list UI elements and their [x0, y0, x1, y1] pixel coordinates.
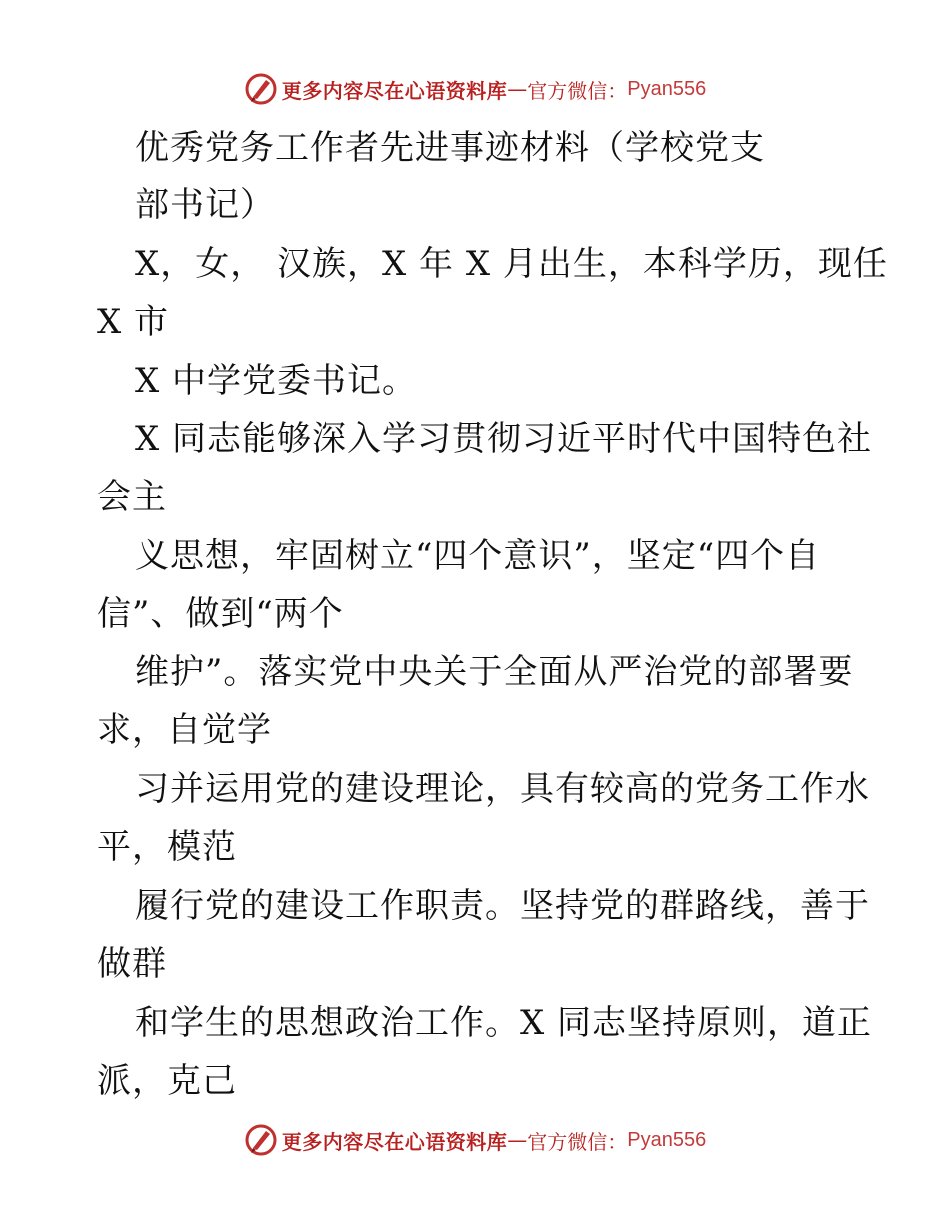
doc-line: 习并运用党的建设理论，具有较高的党务工作水	[135, 769, 870, 809]
banner-wechat-id: Pyan556	[627, 1128, 707, 1151]
banner-official-label: 官方微信：	[527, 1129, 628, 1154]
doc-line: 义思想，牢固树立“四个意识”，坚定“四个自	[135, 536, 821, 576]
doc-line: 平，模范	[97, 827, 237, 867]
banner-official-label: 官方微信：	[527, 78, 628, 103]
doc-line: 维护”。落实党中央关于全面从严治党的部署要	[135, 652, 854, 692]
banner-main-text: 更多内容尽在心语资料库	[281, 78, 508, 103]
footer-banner	[0, 1120, 950, 1160]
banner-dash: —	[507, 77, 528, 101]
doc-title-line-2: 部书记）	[135, 185, 275, 225]
doc-line: X 市	[97, 302, 170, 342]
doc-line: X 同志能够深入学习贯彻习近平时代中国特色社	[135, 419, 873, 459]
doc-line: 求，自觉学	[97, 710, 272, 750]
doc-line: 会主	[97, 477, 167, 517]
doc-line: 履行党的建设工作职责。坚持党的群路线，善于	[135, 886, 870, 926]
banner-main-text: 更多内容尽在心语资料库	[281, 1129, 508, 1154]
doc-line: X 中学党委书记。	[135, 361, 418, 401]
doc-line: 和学生的思想政治工作。X 同志坚持原则，道正	[135, 1003, 873, 1043]
banner-dash: —	[507, 1128, 528, 1152]
doc-line: 做群	[97, 944, 167, 984]
banner-wechat-id: Pyan556	[627, 77, 707, 100]
doc-line: X，女， 汉族，X 年 X 月出生，本科学历，现任	[135, 244, 888, 284]
quill-logo-icon	[244, 1123, 278, 1157]
doc-line: 派，克己	[97, 1061, 237, 1101]
doc-line: 信”、做到“两个	[97, 594, 344, 634]
doc-title-line-1: 优秀党务工作者先进事迹材料（学校党支	[135, 128, 765, 168]
